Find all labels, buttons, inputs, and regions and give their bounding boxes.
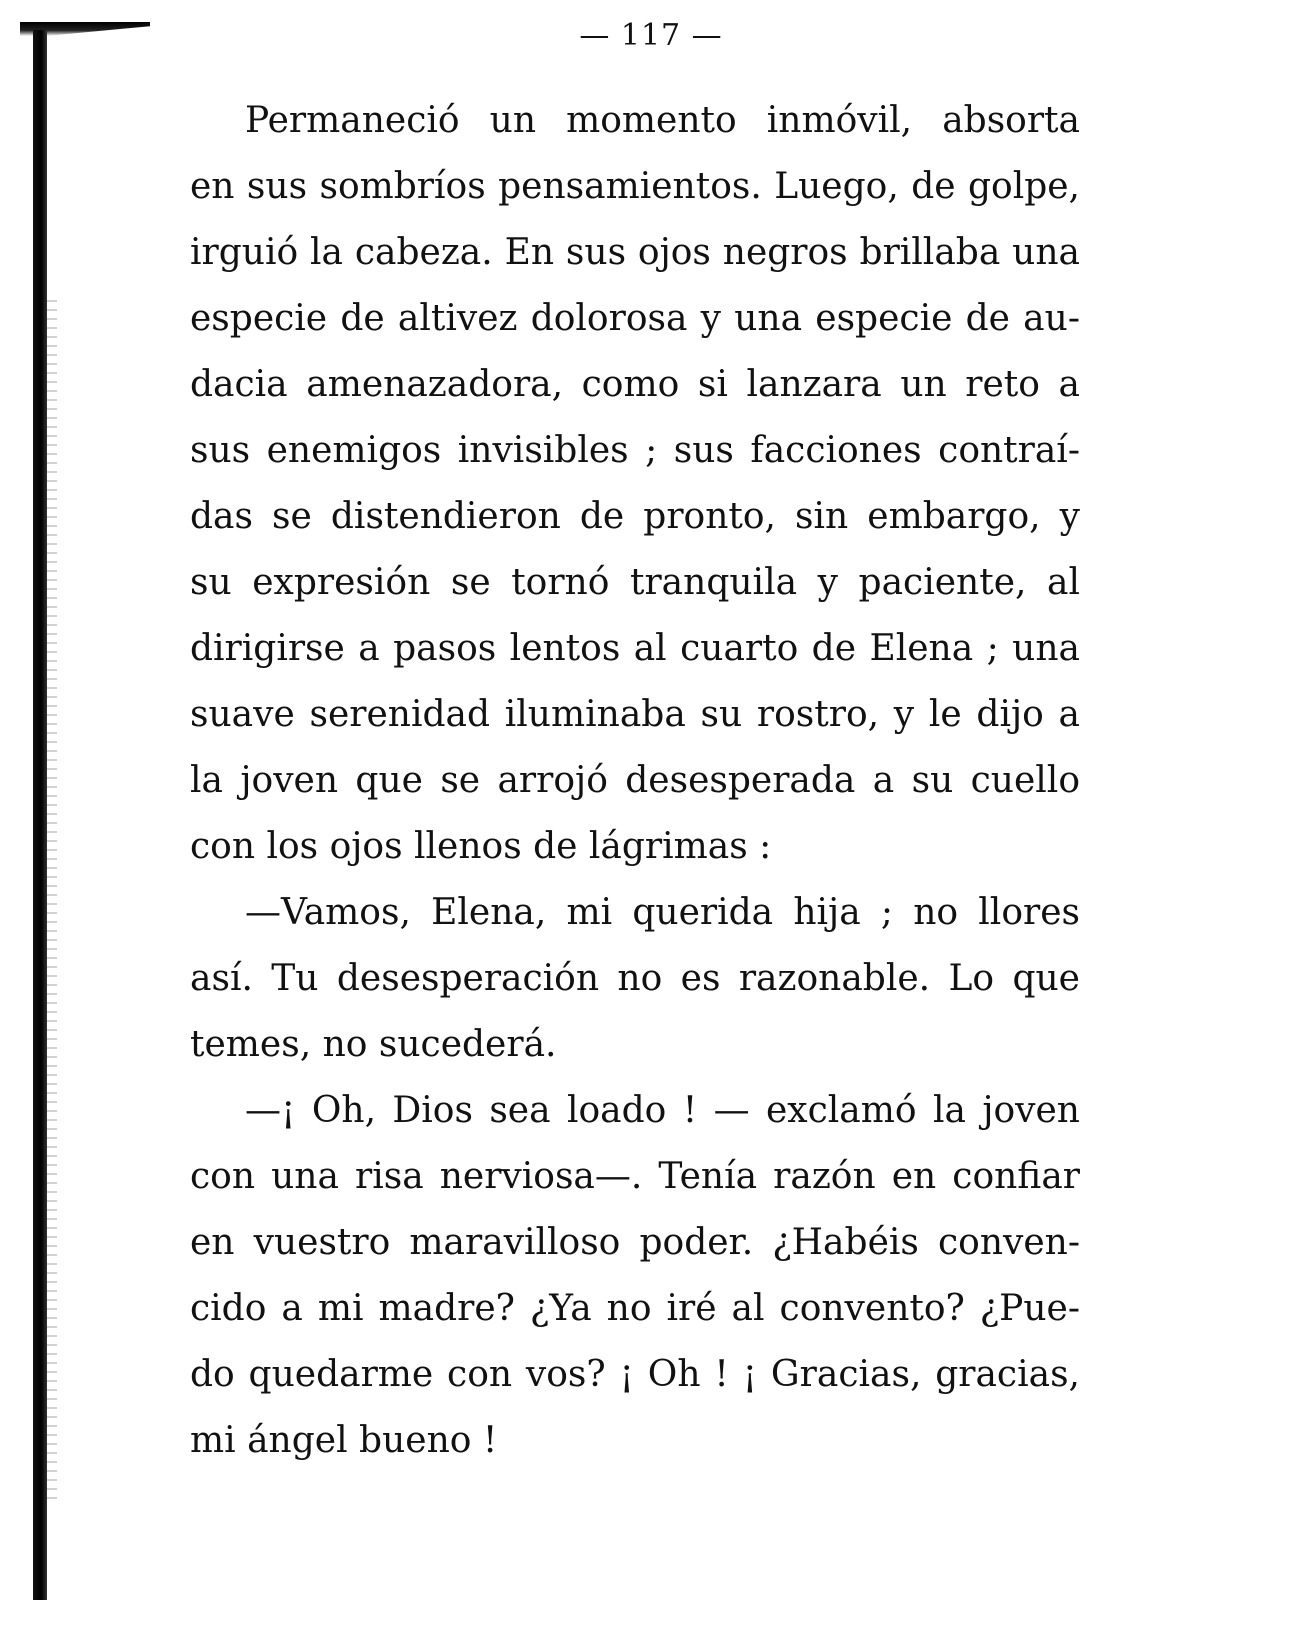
binding-speckle [47, 300, 57, 1500]
text-line: dacia amenazadora, como si lanzara un reto a [190, 364, 1080, 405]
text-line: especie de altivez dolorosa y una especie de au- [190, 298, 1080, 339]
text-line: irguió la cabeza. En sus ojos negros brillaba una [190, 232, 1080, 273]
text-line: sus enemigos invisibles ; sus facciones contraí- [190, 430, 1080, 471]
text-line: dirigirse a pasos lentos al cuarto de Elena ; una [190, 628, 1080, 669]
text-line: en vuestro maravilloso poder. ¿Habéis conven- [190, 1222, 1080, 1263]
text-line: —Vamos, Elena, mi querida hija ; no llores [245, 892, 1080, 933]
page-number: — 117 — [579, 18, 723, 53]
text-line: suave serenidad iluminaba su rostro, y le dijo a [190, 694, 1080, 735]
text-line: Permaneció un momento inmóvil, absorta [245, 100, 1080, 141]
text-line: mi ángel bueno ! [190, 1420, 498, 1461]
text-line: —¡ Oh, Dios sea loado ! — exclamó la joven [245, 1090, 1080, 1131]
binding-edge [33, 30, 47, 1600]
text-line: con una risa nerviosa—. Tenía razón en confiar [190, 1156, 1080, 1197]
text-line: cido a mi madre? ¿Ya no iré al convento? ¿Pue- [190, 1288, 1080, 1329]
text-line: das se distendieron de pronto, sin embargo, y [190, 496, 1080, 537]
text-line: la joven que se arrojó desesperada a su cuello [190, 760, 1080, 801]
text-line: así. Tu desesperación no es razonable. Lo que [190, 958, 1080, 999]
body-text [190, 88, 1080, 1474]
text-line: su expresión se tornó tranquila y paciente, al [190, 562, 1080, 603]
text-line: en sus sombríos pensamientos. Luego, de golpe, [190, 166, 1080, 207]
text-line: do quedarme con vos? ¡ Oh ! ¡ Gracias, gracias, [190, 1354, 1080, 1395]
text-line: con los ojos llenos de lágrimas : [190, 826, 772, 867]
text-line: temes, no sucederá. [190, 1024, 557, 1065]
